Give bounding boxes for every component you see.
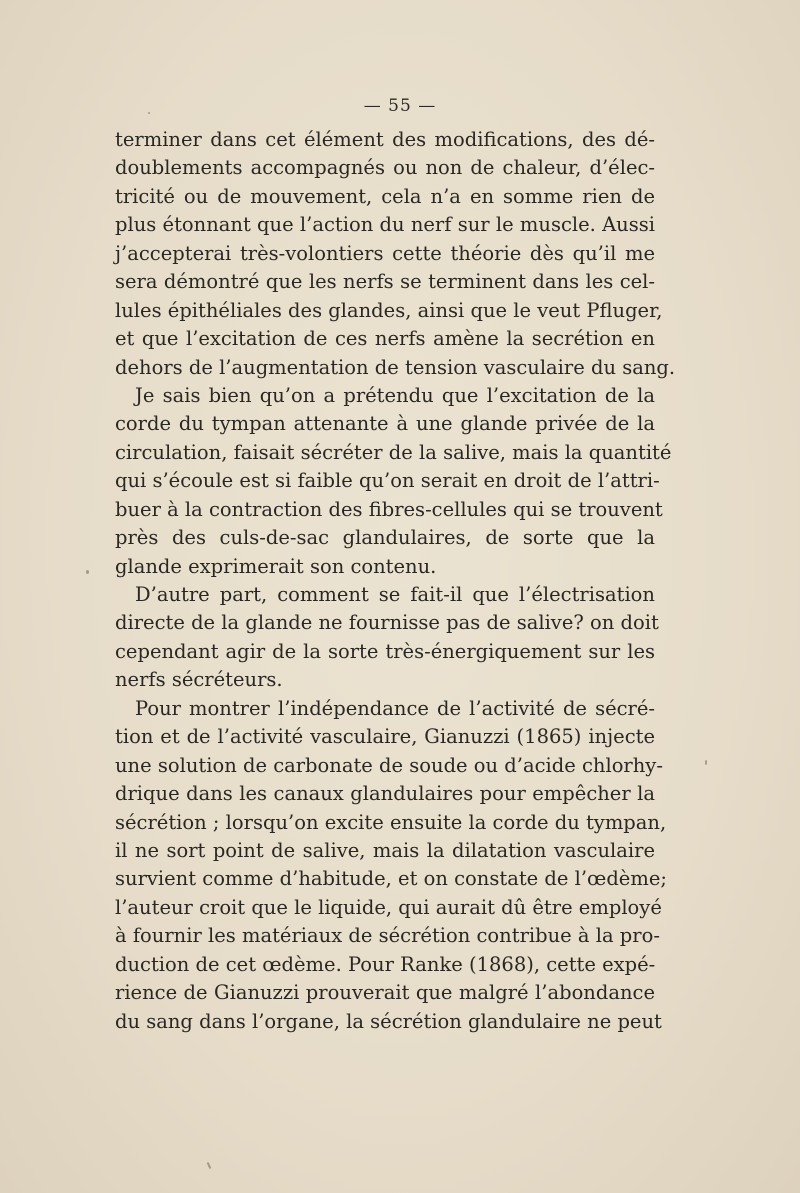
text-line: il ne sort point de salive, mais la dilatation vasculaire	[115, 838, 655, 862]
text-line: sera démontré que les nerfs se terminent dans les cel-	[115, 270, 655, 294]
text-line: j’accepterai très-volontiers cette théorie dès qu’il me	[115, 241, 655, 265]
text-line: D’autre part, comment se fait-il que l’électrisation	[135, 583, 655, 606]
text-line: sécrétion ; lorsqu’on excite ensuite la corde du tympan,	[115, 810, 667, 834]
text-line: Pour montrer l’indépendance de l’activité de sécré-	[135, 696, 655, 720]
text-line: rience de Gianuzzi prouverait que malgré l’abondance	[115, 981, 655, 1005]
text-line: corde du tympan attenante à une glande privée de la	[115, 412, 655, 436]
paper-speck	[86, 570, 89, 574]
text-line: drique dans les canaux glandulaires pour empêcher la	[115, 782, 655, 806]
text-line: cependant agir de la sorte très-énergiquement sur les	[115, 639, 655, 663]
text-line: duction de cet œdème. Pour Ranke (1868), cette expé-	[115, 952, 656, 976]
text-line: lules épithéliales des glandes, ainsi que le veut Pfluger,	[115, 298, 663, 322]
paper-speck	[207, 1162, 212, 1169]
text-line: terminer dans cet élément des modifications, des dé-	[115, 128, 655, 151]
text-line: directe de la glande ne fournisse pas de salive? on doit	[115, 611, 659, 635]
text-line: Je sais bien qu’on a prétendu que l’excitation de la	[135, 383, 655, 407]
text-line: dehors de l’augmentation de tension vasculaire du sang.	[115, 355, 676, 379]
text-line: glande exprimerait son contenu.	[115, 554, 437, 578]
text-line: du sang dans l’organe, la sécrétion glandulaire ne peut	[115, 1009, 662, 1033]
text-line: tricité ou de mouvement, cela n’a en somme rien de	[115, 184, 655, 208]
text-line: plus étonnant que l’action du nerf sur le muscle. Aussi	[115, 213, 655, 237]
text-line: près des culs-de-sac glandulaires, de sorte que la	[115, 526, 655, 550]
paper-speck	[705, 760, 707, 765]
text-line: buer à la contraction des fibres-cellules qui se trouvent	[115, 497, 663, 521]
text-line: une solution de carbonate de soude ou d’acide chlorhy-	[115, 753, 663, 777]
text-line: nerfs sécréteurs.	[115, 668, 283, 692]
page-number: — 55 —	[363, 96, 437, 116]
text-line: survient comme d’habitude, et on constate de l’œdème;	[115, 867, 667, 891]
text-line: doublements accompagnés ou non de chaleur, d’élec-	[115, 156, 655, 180]
paper-speck	[148, 112, 150, 114]
text-line: circulation, faisait sécréter de la salive, mais la quantité	[115, 440, 672, 464]
text-line: tion et de l’activité vasculaire, Gianuzzi (1865) injecte	[115, 725, 655, 749]
text-line: à fournir les matériaux de sécrétion contribue à la pro-	[115, 924, 660, 948]
text-line: l’auteur croit que le liquide, qui aurait dû être employé	[115, 895, 662, 919]
text-line: qui s’écoule est si faible qu’on serait en droit de l’attri-	[115, 469, 660, 493]
text-line: et que l’excitation de ces nerfs amène la secrétion en	[115, 327, 655, 351]
body-text	[115, 126, 676, 1036]
